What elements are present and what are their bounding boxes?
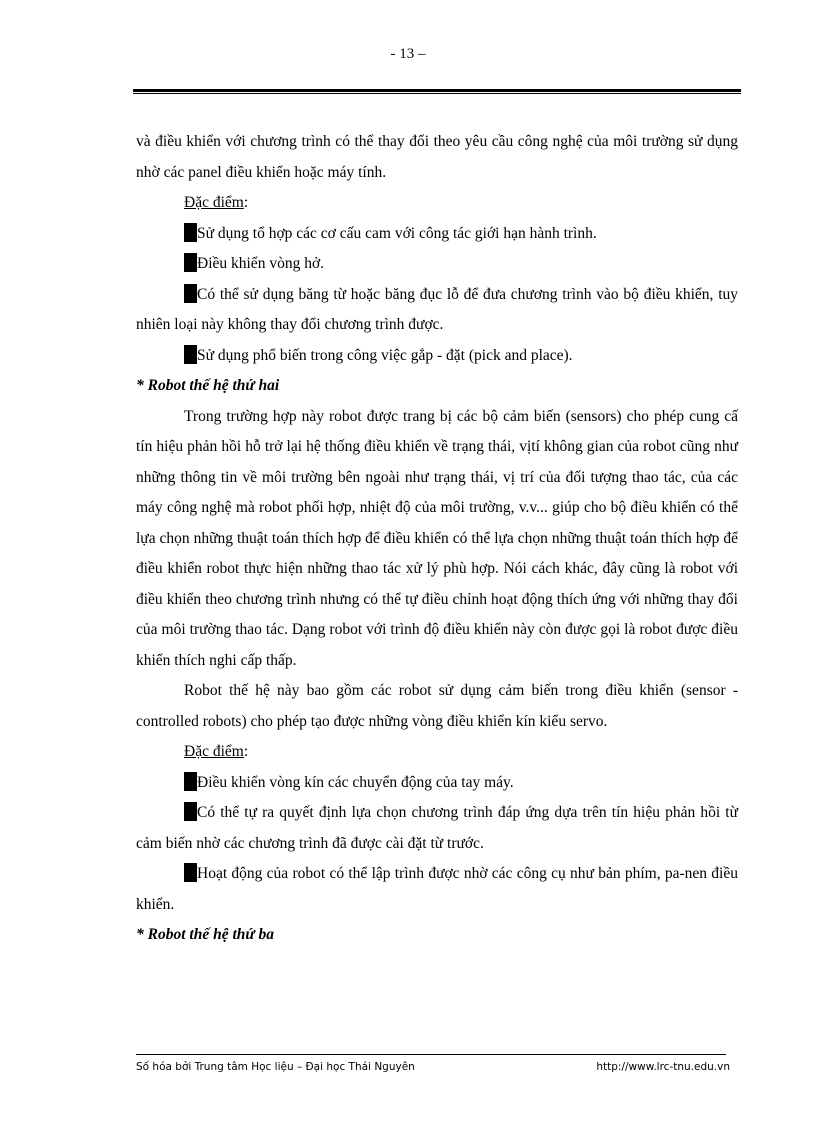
bullet-text: Có thể sử dụng băng từ hoặc băng đục lỗ để đưa chương trình vào bộ điều khiển, tuy nhiên loại này không thay đổi chương trình được. (136, 285, 738, 333)
page-number: - 13 – (390, 46, 426, 62)
bullet-item (136, 219, 738, 250)
bullet-text: Sử dụng tổ hợp các cơ cấu cam với công tác giới hạn hành trình. (197, 224, 597, 242)
bullet-square-icon (184, 772, 197, 791)
bullet-square-icon (184, 345, 197, 364)
bullet-text: Sử dụng phổ biến trong công việc gắp - đặt (pick and place). (197, 346, 573, 364)
bullet-item (136, 798, 738, 859)
section-label-text: Đặc điểm (184, 743, 244, 760)
paragraph: Trong trường hợp này robot được trang bị các bộ cảm biến (sensors) cho phép cung cấ tín hiệu phản hồi hỗ trở lại hệ thống điều khiển về trạng thái, vịtí không gian của robot cũng như những thông tin về môi trường bên ngoài như trạng thái, vị trí của đối tượng thao tác, của các máy công nghệ mà robot phối hợp, nhiệt độ của môi trường, v.v... giúp cho bộ điều khiển có thể lựa chọn những thuật toán thích hợp để điều khiển có thể lựa chọn những thuật toán thích hợp để điều khiển robot thực hiện những thao tác xử lý phù hợp. Nói cách khác, đây cũng là robot với điều khiển theo chương trình nhưng có thể tự điều chỉnh hoạt động thích ứng với những thay đổi của môi trường thao tác. Dạng robot với trình độ điều khiển này còn được gọi là robot được điều khiển thích nghi cấp thấp. (136, 407, 738, 669)
bullet-square-icon (184, 802, 197, 821)
bullet-text: Điều khiển vòng kín các chuyển động của tay máy. (197, 773, 514, 791)
section-heading: * Robot thế hệ thứ ba (136, 926, 275, 943)
label-colon: : (243, 743, 249, 760)
footer-source: Số hóa bởi Trung tâm Học liệu – Đại học Thái Nguyên (136, 1061, 415, 1073)
bullet-square-icon (184, 284, 197, 303)
section-label (136, 737, 738, 768)
bullet-square-icon (184, 223, 197, 242)
bullet-square-icon (184, 863, 197, 882)
bullet-item (136, 341, 738, 372)
document-body (136, 127, 738, 951)
section-label-text: Đặc điểm (184, 194, 244, 211)
bullet-item (136, 768, 738, 799)
label-colon: : (243, 194, 249, 211)
footer-rule (136, 1054, 726, 1055)
paragraph: và điều khiển với chương trình có thể thay đổi theo yêu cầu công nghệ của môi trường sử dụng nhờ các panel điều khiển hoặc máy tính. (136, 133, 738, 181)
section-heading: * Robot thế hệ thứ hai (136, 377, 280, 394)
bullet-item (136, 280, 738, 341)
bullet-item (136, 859, 738, 920)
section-label (136, 188, 738, 219)
bullet-text: Điều khiển vòng hở. (197, 255, 325, 272)
bullet-text: Hoạt động của robot có thể lập trình được nhờ các công cụ như bản phím, pa-nen điều khiển. (136, 865, 738, 913)
footer-url[interactable]: http://www.lrc-tnu.edu.vn (596, 1061, 730, 1073)
bullet-square-icon (184, 253, 197, 272)
footer (136, 1061, 730, 1073)
bullet-text: Có thể tự ra quyết định lựa chọn chương trình đáp ứng dựa trên tín hiệu phản hồi từ cảm biến nhờ các chương trình đã được cài đặt từ trước. (136, 804, 738, 852)
bullet-item (136, 249, 738, 280)
paragraph: Robot thế hệ này bao gồm các robot sử dụng cảm biến trong điều khiển (sensor - controlled robots) cho phép tạo được những vòng điều khiển kín kiểu servo. (136, 682, 738, 730)
header-rule (133, 89, 741, 94)
